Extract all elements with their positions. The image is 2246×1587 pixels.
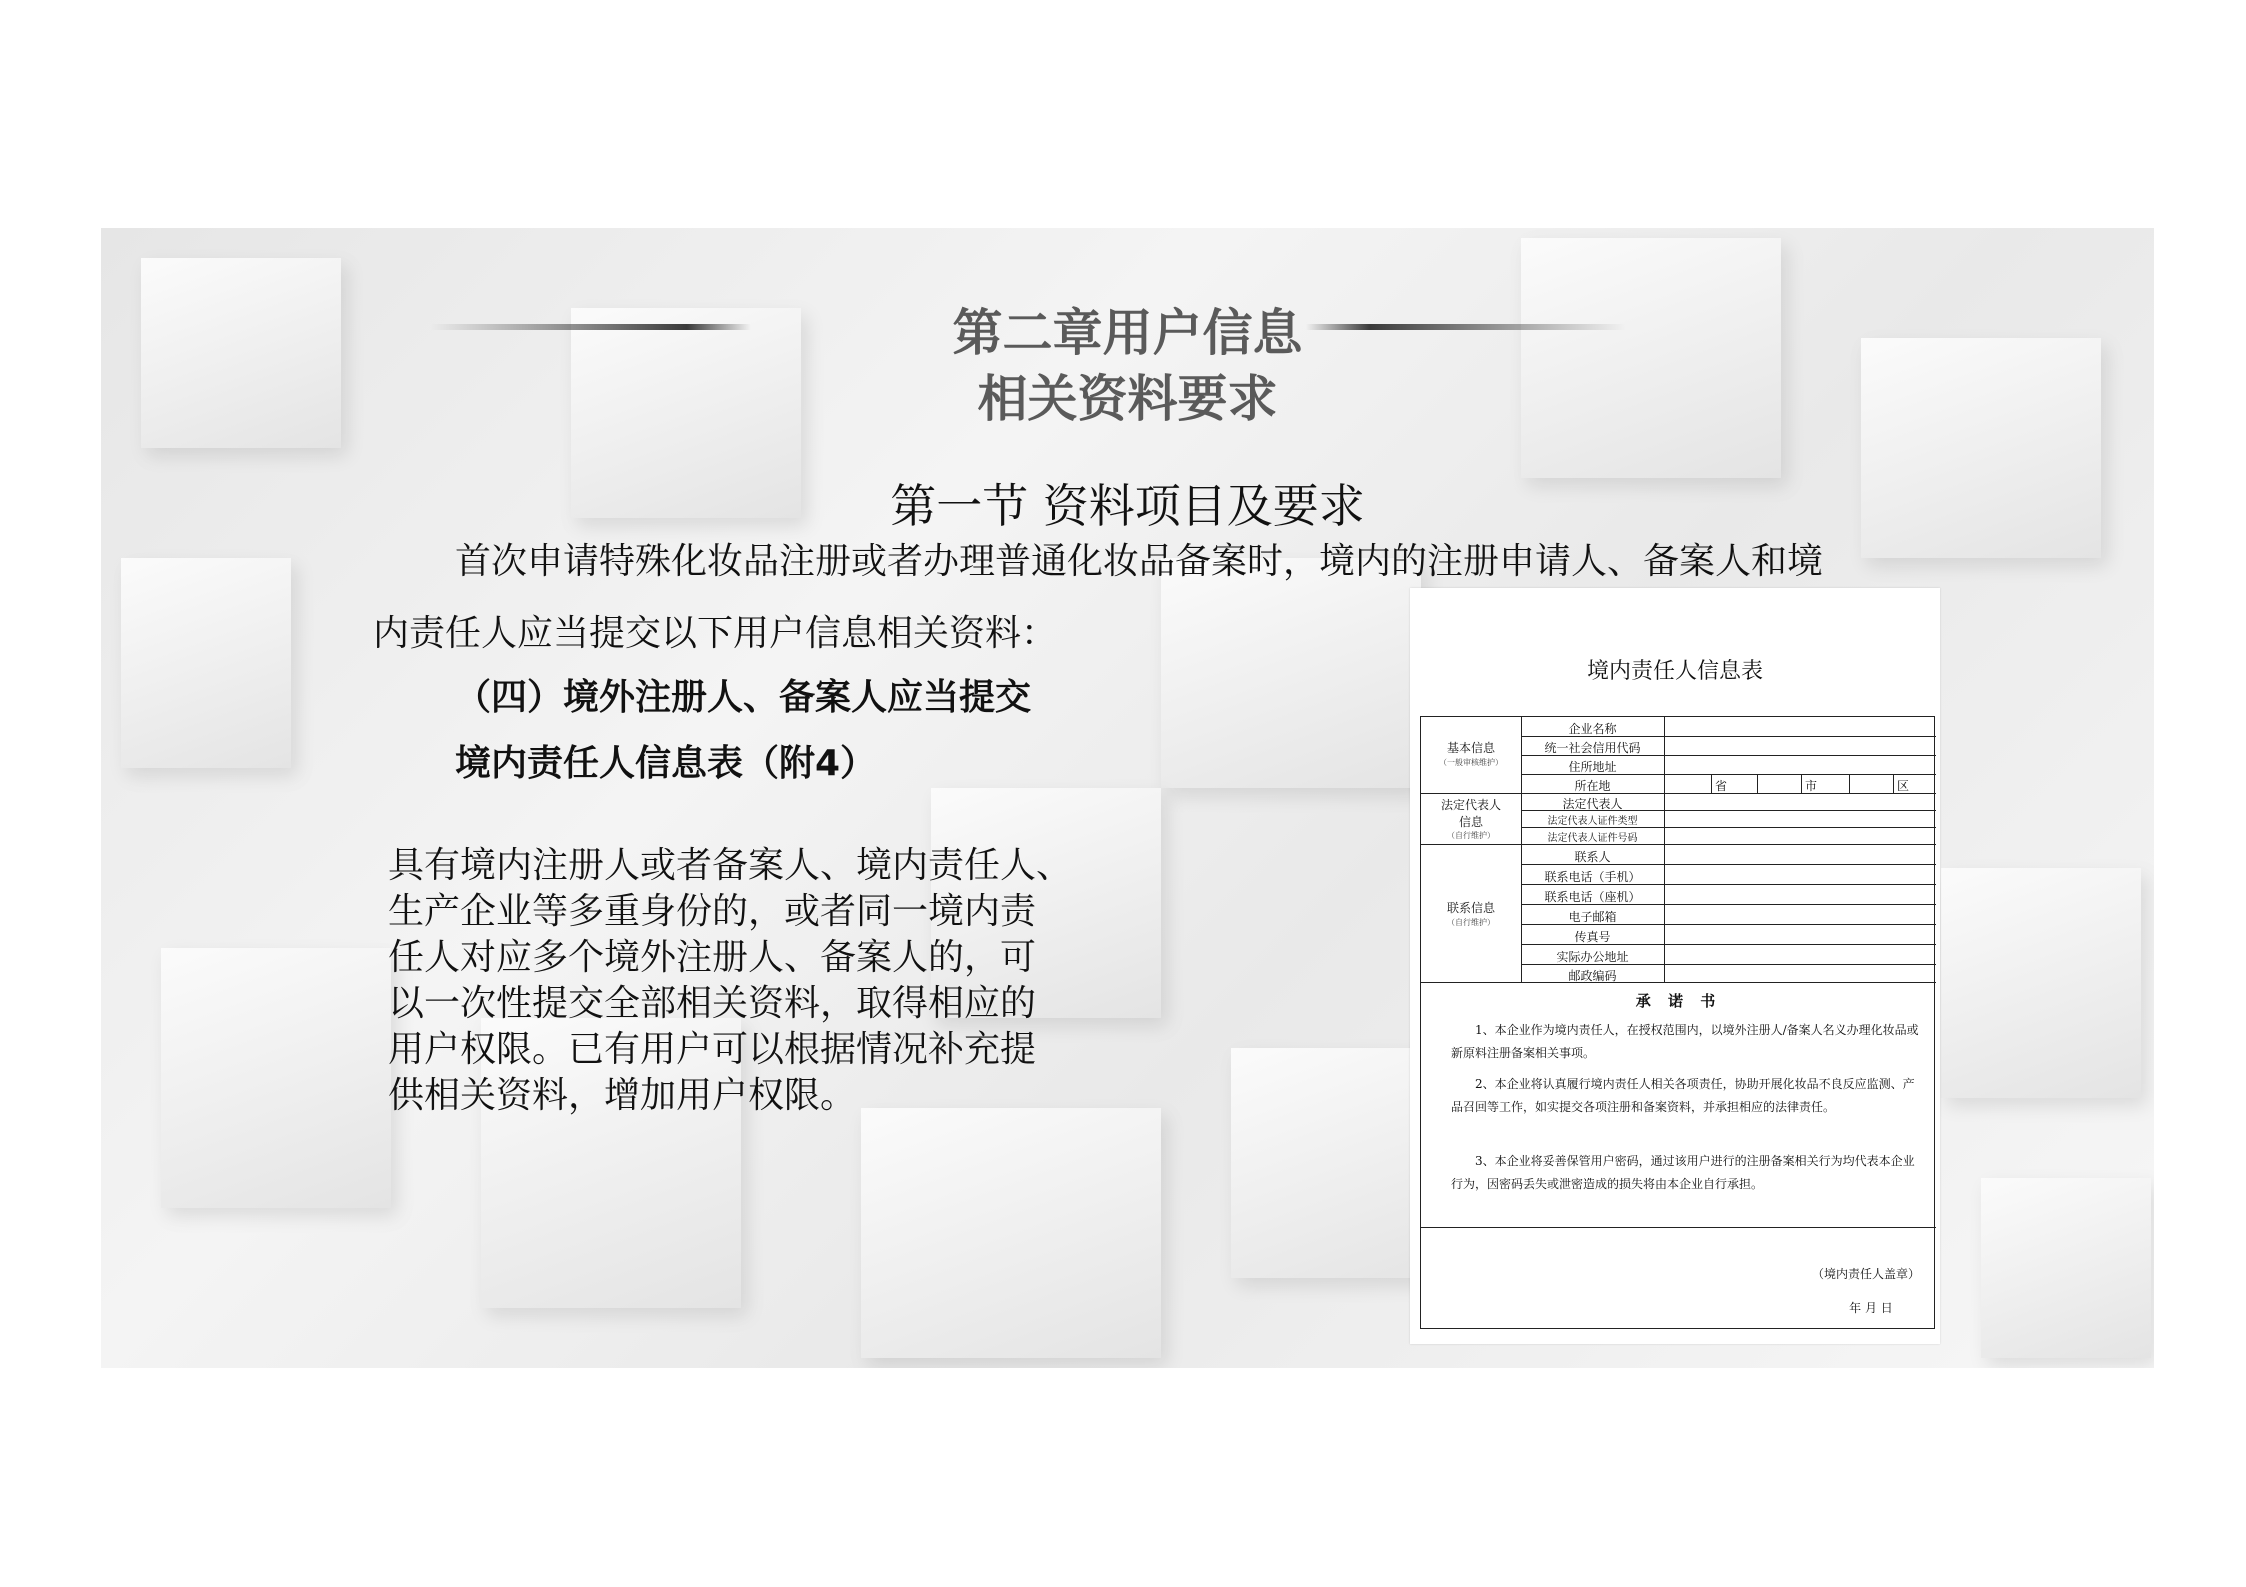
item-line1: （四）境外注册人、备案人应当提交 [455,677,1032,718]
item-line2: 境内责任人信息表（附4） [455,743,877,784]
bg-cube [161,948,391,1208]
bg-cube [121,558,291,768]
group-basic-sub: （一般审核维护） [1439,758,1503,767]
chapter-title-line1: 第二章用户信息 [952,304,1303,362]
bg-cube [1941,868,2141,1098]
field-label: 法定代表人 [1562,797,1623,811]
field-label: 实际办公地址 [1556,950,1629,964]
form-title: 境内责任人信息表 [1586,659,1763,684]
seal-label: （境内责任人盖章） [1811,1267,1920,1281]
field-label: 联系人 [1574,850,1611,864]
note-line: 任人对应多个境外注册人、备案人的，可 [388,937,1037,978]
note-line: 具有境内注册人或者备案人、境内责任人、 [388,845,1073,886]
group-contact-sub: （自行维护） [1447,918,1495,927]
pledge-item: 1、本企业作为境内责任人，在授权范围内，以境外注册人/备案人名义办理化妆品或新原料注册备案相关事项。 [1451,1023,1919,1060]
group-legal-label2: 信息 [1458,815,1483,829]
bg-cube [1161,558,1421,788]
addr-district: 区 [1896,779,1909,793]
field-label: 所在地 [1574,779,1611,793]
group-legal-sub: （自行维护） [1447,831,1495,840]
intro-line2: 内责任人应当提交以下用户信息相关资料： [373,613,1058,654]
form-image [1410,588,1940,1344]
pledge-title: 承 诺 书 [1635,992,1722,1010]
field-label: 联系电话（座机） [1544,890,1641,904]
bg-cube [1981,1178,2151,1358]
pledge-item: 3、本企业将妥善保管用户密码，通过该用户进行的注册备案相关行为均代表本企业行为，因密码丢失或泄密造成的损失将由本企业自行承担。 [1451,1154,1915,1191]
note-paragraph [388,843,1148,1119]
field-label: 联系电话（手机） [1544,870,1641,884]
note-line: 生产企业等多重身份的，或者同一境内责 [388,891,1037,932]
field-label: 法定代表人证件号码 [1547,833,1638,844]
pledge-item: 2、本企业将认真履行境内责任人相关各项责任，协助开展化妆品不良反应监测、产品召回等工作，如实提交各项注册和备案资料，并承担相应的法律责任。 [1451,1077,1915,1114]
addr-city: 市 [1804,779,1817,793]
field-label: 传真号 [1574,930,1611,944]
section-heading: 第一节 资料项目及要求 [890,479,1365,533]
group-contact-label: 联系信息 [1446,901,1495,915]
note-line: 用户权限。已有用户可以根据情况补充提 [388,1029,1037,1070]
field-label: 统一社会信用代码 [1544,741,1641,755]
field-label: 邮政编码 [1568,969,1617,983]
date-label: 年 月 日 [1849,1301,1893,1315]
field-label: 住所地址 [1568,760,1617,774]
field-label: 电子邮箱 [1568,910,1617,924]
bg-cube [861,1108,1161,1358]
chapter-title-line2: 相关资料要求 [977,370,1278,428]
group-legal-label1: 法定代表人 [1440,798,1501,812]
addr-province: 省 [1714,779,1727,793]
field-label: 企业名称 [1568,722,1617,736]
field-label: 法定代表人证件类型 [1547,816,1638,827]
intro-line1: 首次申请特殊化妆品注册或者办理普通化妆品备案时，境内的注册申请人、备案人和境 [455,541,1824,582]
group-basic-label: 基本信息 [1446,741,1495,755]
form-table [1420,716,1935,1329]
note-line: 供相关资料，增加用户权限。 [388,1075,857,1116]
note-line: 以一次性提交全部相关资料，取得相应的 [388,983,1037,1024]
